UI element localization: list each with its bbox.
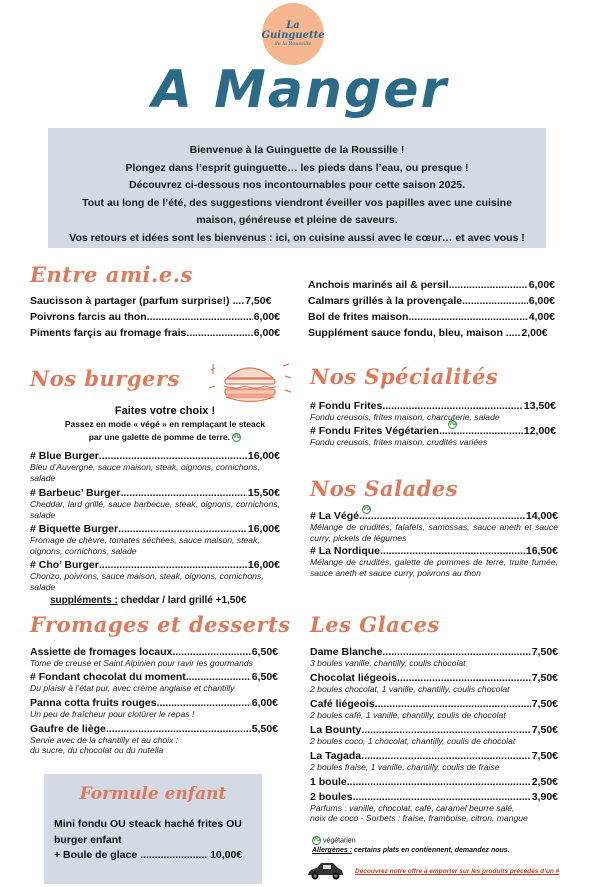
- item-name: Chocolat liégeois: [310, 672, 397, 684]
- menu-item: [30, 523, 280, 535]
- item-desc: Tome de creuse et Saint Alpinien pour ravir les gourmands: [30, 658, 253, 668]
- item-name: # Biquette Burger: [30, 523, 119, 535]
- logo: [262, 3, 324, 65]
- menu-item: [308, 311, 555, 323]
- menu-item: [30, 311, 280, 323]
- menu-item: [30, 646, 278, 658]
- item-name: Panna cotta fruits rouges: [30, 697, 157, 709]
- vegetarian-icon: VG: [313, 837, 321, 843]
- item-desc: Mélange de crudités, falafels, samossas, sauce aneth et sauce curry, pickels de légumes: [310, 522, 558, 543]
- menu-item: [310, 510, 558, 522]
- item-price: 16,50€: [525, 545, 558, 557]
- item-name: La Tagada: [310, 750, 362, 762]
- item-desc: Chorizo, poivrons, sauce maison, steak, oignons, cornichons, salade: [30, 571, 264, 592]
- item-name: 2 boules: [310, 791, 353, 803]
- item-desc: du sucre, du chocolat ou du nutella: [30, 745, 164, 755]
- item-price: 6,00€: [253, 327, 280, 339]
- item-price: 7,50€: [531, 750, 558, 762]
- kids-menu-line: Mini fondu OU steack haché frites OU: [54, 818, 242, 830]
- supplements: [50, 595, 246, 606]
- logo-line2: Guinguette: [261, 30, 325, 41]
- item-name: Poivrons farcis au thon: [30, 311, 147, 323]
- menu-item: [30, 295, 280, 307]
- item-name: # Fondant chocolat du moment: [30, 671, 186, 683]
- item-name: # Fondu Frites Végétarien: [310, 425, 439, 437]
- item-price: 7,50€: [531, 672, 558, 684]
- logo-line3: de la Roussille: [274, 41, 312, 47]
- kids-menu-box: [44, 774, 262, 884]
- menu-item: [308, 279, 555, 291]
- item-name: Café liégeois: [310, 698, 375, 710]
- item-name: Assiette de fromages locaux: [30, 646, 173, 658]
- item-desc: Cheddar, lard grillé, sauce barbecue, steak, oignons, cornichons, salade: [30, 499, 280, 520]
- item-desc: Servie avec de la chantilly et au choix :: [30, 735, 179, 745]
- item-name: # Blue Burger: [30, 450, 99, 462]
- item-name: # Barbeuc’ Burger: [30, 487, 121, 499]
- item-name: # La Végé: [310, 510, 360, 522]
- intro-line: Plongez dans l’esprit guinguette… les pieds dans l’eau, ou presque !: [125, 161, 469, 174]
- item-price: 7,50€: [531, 724, 558, 736]
- menu-item: [310, 698, 558, 710]
- item-price: 13,50€: [523, 400, 556, 412]
- item-price: 15,50€: [247, 487, 280, 499]
- item-name: # Cho’ Burger: [30, 559, 99, 571]
- item-price: 4,00€: [528, 311, 555, 323]
- item-desc: Mélange de crudités, galette de pommes de terre, truite fumée, sauce aneth et sauce curry, poivrons au thon: [310, 557, 558, 578]
- item-price: 14,00€: [525, 510, 558, 522]
- menu-item: [30, 671, 278, 683]
- menu-item: [30, 327, 280, 339]
- intro-line: Découvrez ci-dessous nos incontournables pour cette saison 2025.: [128, 179, 466, 191]
- item-price: 2,50€: [531, 776, 558, 788]
- item-desc: 2 boules fraise, 1 vanille, chantilly, coulis de fraise: [310, 762, 500, 772]
- supplements-text: cheddar / lard grillé +1,50€: [117, 595, 247, 606]
- menu-item: [30, 697, 278, 709]
- item-name: # Fondu Frites: [310, 400, 383, 412]
- item-desc: Bleu d’Auvergne, sauce maison, steak, oignons, cornichons, salade: [30, 462, 260, 483]
- item-desc: 3 boules vanille, chantilly, coulis chocolat: [310, 658, 466, 668]
- menu-item: [30, 559, 280, 571]
- item-price: 12,00€: [523, 425, 556, 437]
- intro-line: Vos retours et idées sont les bienvenus : ici, on cuisine aussi avec le cœur… et avec vous !: [69, 231, 525, 244]
- item-desc: 2 boules chocolat, 1 vanille, chantilly, coulis chocolat: [310, 684, 510, 694]
- menu-item: [310, 400, 556, 412]
- item-name: Piments farçis au fromage frais: [30, 327, 187, 339]
- item-name: # La Nordique: [310, 545, 381, 557]
- section-title-burgers: Nos burgers: [30, 366, 180, 391]
- item-price: 7,50€: [531, 646, 558, 658]
- item-price: 5,50€: [251, 723, 278, 735]
- item-price: 7,50€: [245, 295, 272, 307]
- vegetarian-icon: VG: [363, 506, 371, 512]
- menu-item: [310, 646, 558, 658]
- item-price: 6,00€: [253, 311, 280, 323]
- intro-line: Bienvenue à la Guinguette de la Roussille !: [189, 144, 405, 156]
- page-title: A Manger: [151, 60, 449, 120]
- item-price: 6,00€: [251, 697, 278, 709]
- menu-item: [310, 425, 556, 437]
- item-name: 1 boule: [310, 776, 347, 788]
- section-title-salades: Nos Salades: [310, 476, 459, 501]
- menu-item: [310, 776, 558, 788]
- item-desc: Fromage de chèvre, tomates séchées, sauce maison, steak, oignons, cornichons, salade: [30, 535, 260, 556]
- choice-line: [60, 432, 270, 443]
- item-desc: Parfums : vanille, chocolat, café, caramel beurre salé,: [310, 803, 515, 813]
- burger-choice: [60, 405, 270, 442]
- menu-item: [30, 723, 278, 735]
- item-desc: Fondu creusois, frites maison, crudités variées: [310, 437, 488, 447]
- item-price: 3,90€: [531, 791, 558, 803]
- section-title-specialites: Nos Spécialités: [310, 364, 499, 389]
- item-desc: Fondu creusois, frites maison, charcuterie, salade: [310, 412, 500, 422]
- legend-veg: végétarien: [322, 837, 356, 845]
- menu-item: [30, 450, 280, 462]
- kids-menu-line: burger enfant: [54, 833, 122, 846]
- item-desc: 2 boules coco, 1 chocolat, chantilly, coulis de chocolat: [310, 736, 516, 746]
- item-name: La Bounty: [310, 724, 362, 736]
- menu-item: [310, 724, 558, 736]
- burger-illustration: [205, 356, 295, 408]
- kids-menu-text: [54, 817, 254, 864]
- item-price: 16,00€: [247, 523, 280, 535]
- item-price: 2,00€: [521, 327, 548, 339]
- choice-line: Passez en mode « végé » en remplaçant le steack: [64, 419, 266, 429]
- intro-line: Tout au long de l’été, des suggestions viendront éveiller vos papilles avec une cuisine: [82, 196, 512, 209]
- menu-item: [30, 487, 280, 499]
- item-price: 6,00€: [528, 295, 555, 307]
- legend: [312, 836, 510, 854]
- item-name: Bol de frites maison: [308, 311, 409, 323]
- item-desc: Du plaisir à l’état pur, avec crème anglaise et chantilly: [30, 683, 235, 693]
- allergens-label: Allergènes :: [312, 847, 353, 854]
- vegetarian-icon: VG: [233, 433, 241, 440]
- menu-item: [310, 750, 558, 762]
- item-name: Saucisson à partager (parfum surprise!) ....: [30, 295, 245, 307]
- item-name: Supplément sauce fondu, bleu, maison .....: [308, 327, 521, 339]
- menu-item: [308, 327, 555, 339]
- menu-item: [308, 295, 555, 307]
- takeaway-footnote: Découvrez notre offre à emporter sur les produits précédés d’un #: [355, 868, 560, 875]
- menu-item: [310, 672, 558, 684]
- item-name: Gaufre de liège: [30, 723, 106, 735]
- item-desc: noix de coco - Sorbets : fraise, framboise, citron, mangue: [310, 813, 528, 823]
- kids-menu-line: + Boule de glace ....................... 10,00€: [54, 849, 243, 861]
- section-title-desserts: Fromages et desserts: [30, 612, 291, 637]
- intro-line: maison, généreuse et pleine de saveurs.: [196, 214, 398, 226]
- item-price: 6,00€: [528, 279, 555, 291]
- vegetarian-icon: VG: [449, 421, 457, 427]
- item-price: 16,00€: [247, 450, 280, 462]
- car-icon: [305, 860, 345, 882]
- item-price: 16,00€: [247, 559, 280, 571]
- item-name: Dame Blanche: [310, 646, 383, 658]
- item-desc: 2 boules café, 1 vanille, chantilly, coulis de chocolat: [310, 710, 506, 720]
- intro-box: [48, 128, 546, 248]
- supplements-label: suppléments :: [50, 595, 118, 606]
- choice-title: Faites votre choix !: [114, 405, 216, 417]
- menu-item: [310, 791, 558, 803]
- choice-line-text: par une galette de pomme de terre.: [88, 431, 230, 442]
- item-price: 6,50€: [251, 646, 278, 658]
- section-title-entre: Entre ami.e.s: [30, 262, 193, 287]
- logo-line1: La: [286, 20, 300, 31]
- item-name: Calmars grillés à la provençale: [308, 295, 463, 307]
- section-title-glaces: Les Glaces: [310, 612, 440, 637]
- item-name: Anchois marinés ail & persil: [308, 279, 449, 291]
- item-price: 7,50€: [531, 698, 558, 710]
- item-desc: Un peu de fraîcheur pour clotûrer le repas !: [30, 709, 195, 719]
- item-price: 6,50€: [251, 671, 278, 683]
- allergens-text: certains plats en contiennent, demandez nous.: [352, 847, 510, 854]
- kids-menu-title: Formule enfant: [79, 784, 227, 804]
- menu-item: [310, 545, 558, 557]
